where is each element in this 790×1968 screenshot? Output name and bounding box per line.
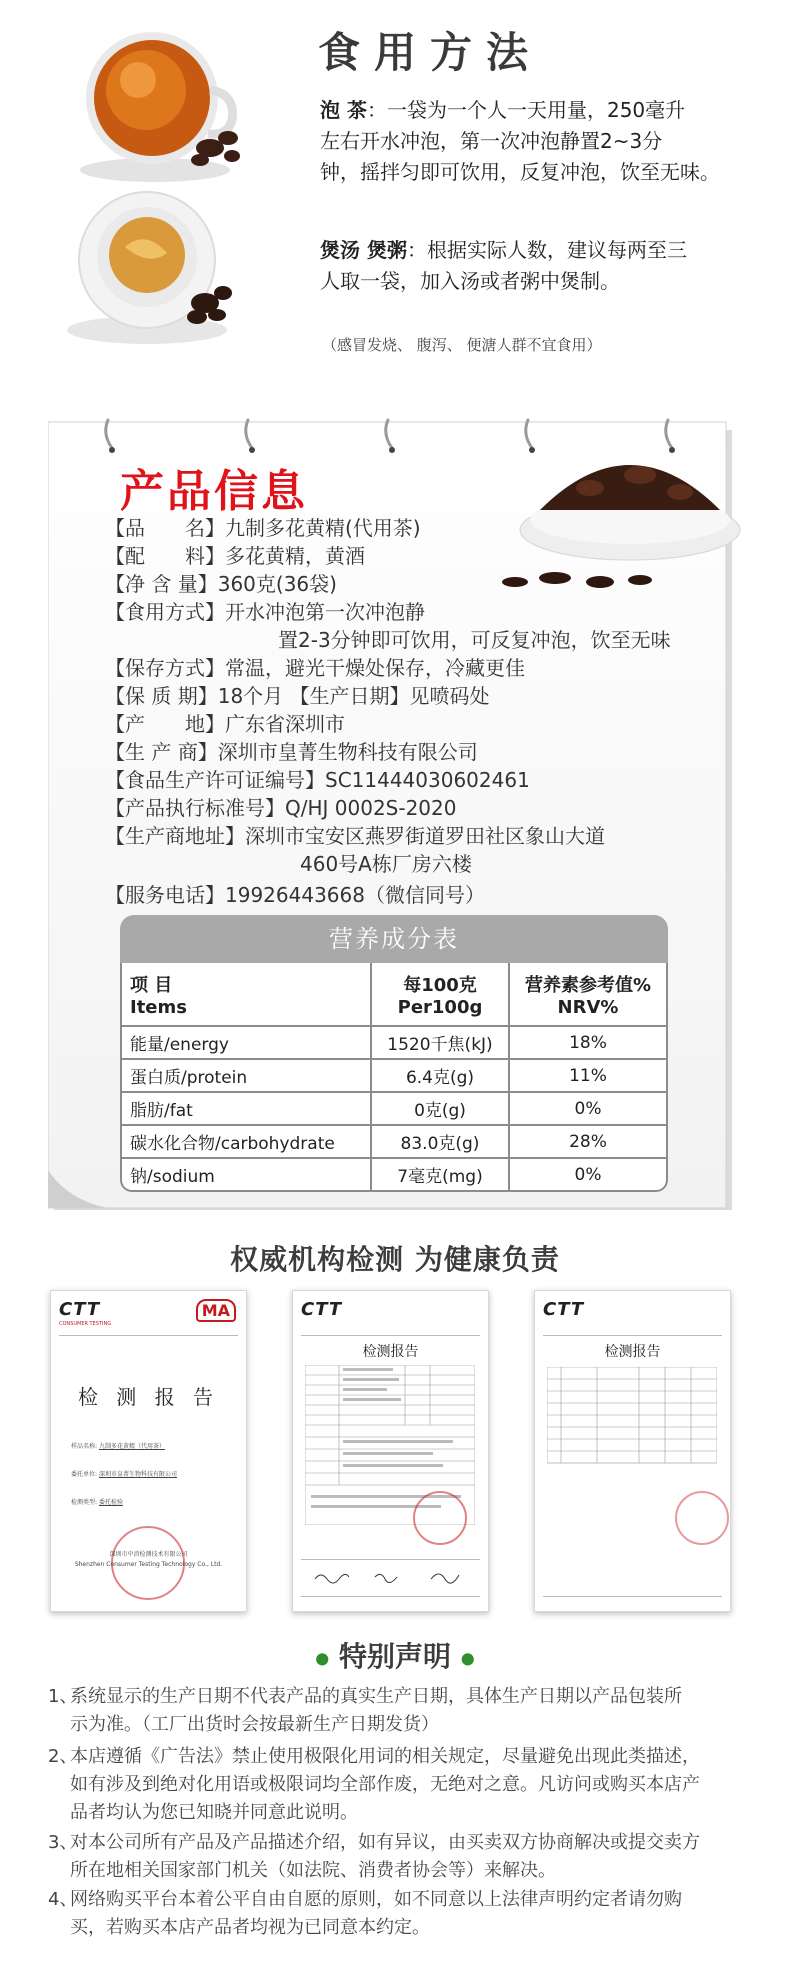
brew-line2: 左右开水冲泡，第一次冲泡静置2~3分 [320,129,663,153]
table-row [122,1025,666,1058]
nutrient-name: 钠/sodium [122,1159,372,1190]
nutrition-header-row [122,963,666,1025]
info-product-name: 【品 名】九制多花黄精(代用茶) [105,516,421,540]
nutrient-name: 蛋白质/protein [122,1060,372,1091]
nutrient-nrv: 11% [569,1065,607,1086]
nutrition-table [120,915,668,1192]
statement-item-4: 4、网络购买平台本着公平自由自愿的原则，如不同意以上法律声明约定者请勿购 买，若购买本店产品者均视为已同意本约定。 [48,1889,682,1938]
divider [301,1596,480,1597]
nutrient-nrv: 18% [569,1032,607,1053]
brew-line3: 钟，摇拌匀即可饮用，反复冲泡，饮至无味。 [320,160,720,184]
info-standard: 【产品执行标准号】Q/HJ 0002S-2020 [105,796,457,820]
nutrient-name: 能量/energy [122,1027,372,1058]
cert-org-cn: 深圳市中消检测技术有限公司 [109,1551,188,1558]
divider [301,1559,480,1560]
statement-item-2: 2、本店遵循《广告法》禁止使用极限化用词的相关规定，尽量避免出现此类描述， 如有涉及到绝对化用语或极限词均全部作废，无绝对之意。凡访问或购买本店产 品者均认为您已知晓并同意此说明。 [48,1746,700,1823]
info-net-content: 【净 含 量】360克(36袋) [105,572,337,596]
divider [543,1596,722,1597]
statement-title-wrap [0,1635,790,1675]
nutrient-per100g: 0克(g) [372,1093,510,1124]
nutrition-header-per [372,963,510,1025]
nutrient-per100g: 6.4克(g) [372,1060,510,1091]
nutrition-header-item [122,963,372,1025]
nutrient-name: 脂肪/fat [122,1093,372,1124]
header-per-en: Per100g [397,996,483,1018]
tea-bowl-image [500,440,750,614]
header-item-cn: 项 目 [130,974,173,996]
nutrient-nrv: 0% [574,1098,602,1119]
nutrient-per100g: 1520千焦(kJ) [372,1027,510,1058]
brew-label: 泡 茶 [320,98,367,122]
header-item-en: Items [130,996,187,1018]
certificate-title: 检 测 报 告 [77,1385,220,1409]
info-address-cont: 460号A栋厂房六楼 [300,852,472,876]
table-row [122,1058,666,1091]
nutrient-nrv: 0% [574,1164,602,1185]
nutrient-name: 碳水化合物/carbohydrate [122,1126,372,1157]
certificate-cover[interactable] [50,1290,247,1612]
ctt-logo-sub: CONSUMER TESTING [59,1321,112,1327]
divider [301,1335,480,1336]
result-table-graphic [547,1367,717,1467]
soup-label: 煲汤 煲粥 [320,238,407,262]
ctt-logo: CTT [301,1299,343,1320]
tea-cup-image [60,20,250,190]
certificate-page-2[interactable] [292,1290,489,1612]
info-license: 【食品生产许可证编号】SC11444030602461 [105,768,530,792]
soup-line2: 人取一袋，加入汤或者粥中煲制。 [320,269,620,293]
soup-bowl-image [55,185,245,355]
nutrition-header-nrv [510,963,666,1025]
statement-item-1: 1、系统显示的生产日期不代表产品的真实生产日期，具体生产日期以产品包装所 示为准。（工厂出货时会按最新生产日期发货） [48,1686,682,1735]
table-row [122,1091,666,1124]
info-service-phone: 【服务电话】19926443668（微信同号） [105,883,485,907]
signature-icons [313,1567,473,1587]
info-ingredients: 【配 料】多花黄精，黄酒 [105,544,365,568]
red-seal-icon [413,1491,467,1545]
table-row [122,1124,666,1157]
statement-item-3: 3、对本公司所有产品及产品描述介绍，如有异议，由买卖双方协商解决或提交卖方 所在地相关国家部门机关（如法院、消费者协会等）来解决。 [48,1832,700,1881]
soup-line1: ：根据实际人数，建议每两至三 [406,238,687,262]
nutrient-per100g: 7毫克(mg) [372,1159,510,1190]
usage-warning-note: （感冒发烧、 腹泻、 便溏人群不宜食用） [322,336,602,354]
authority-title: 权威机构检测 为健康负责 [230,1243,560,1276]
info-manufacturer: 【生 产 商】深圳市皇菁生物科技有限公司 [105,740,478,764]
divider [59,1335,238,1336]
soup-instructions [320,235,750,297]
ctt-logo: CTT [543,1299,585,1320]
cert-field-type: 检测类型: 委托检验 [71,1499,123,1506]
cma-mark: MA [196,1299,236,1322]
nutrient-nrv: 28% [569,1131,607,1152]
brew-instructions [320,95,750,188]
header-nrv-en: NRV% [557,996,619,1018]
red-seal-icon [675,1491,729,1545]
cert-field-sample: 样品名称: 九制多花黄精（代用茶） [71,1443,165,1450]
nutrition-table-title: 营养成分表 [120,915,668,963]
header-nrv-cn: 营养素参考值% [524,974,652,996]
cert-field-client: 委托单位: 深圳市皇菁生物科技有限公司 [71,1471,177,1478]
brew-line1: ：一袋为一个人一天用量，250毫升 [366,98,686,122]
info-address: 【生产商地址】深圳市宝安区燕罗街道罗田社区象山大道 [105,824,605,848]
ctt-logo: CTT [59,1299,101,1320]
table-row [122,1157,666,1190]
nutrition-table-body [120,963,668,1192]
usage-title: 食用方法 [318,28,543,77]
bullet-dot-icon: ● [315,1648,330,1668]
divider [543,1335,722,1336]
certificate-title: 检测报告 [604,1344,661,1360]
info-usage-method-cont: 置2-3分钟即可饮用，可反复冲泡，饮至无味 [278,628,671,652]
bullet-dot-icon: ● [460,1648,475,1668]
info-origin: 【产 地】广东省深圳市 [105,712,345,736]
header-per-cn: 每100克 [403,974,477,996]
info-storage: 【保存方式】常温，避光干燥处保存，冷藏更佳 [105,656,525,680]
statement-title: 特别声明 [338,1640,451,1673]
info-usage-method: 【食用方式】开水冲泡第一次冲泡静 [105,600,425,624]
product-info-title: 产品信息 [120,466,308,517]
cert-org-en: Shenzhen Consumer Testing Technology Co., Ltd. [74,1561,223,1568]
certificate-title: 检测报告 [362,1344,419,1360]
info-shelf-life: 【保 质 期】18个月 【生产日期】见喷码处 [105,684,490,708]
certificate-page-3[interactable] [534,1290,731,1612]
nutrient-per100g: 83.0克(g) [372,1126,510,1157]
